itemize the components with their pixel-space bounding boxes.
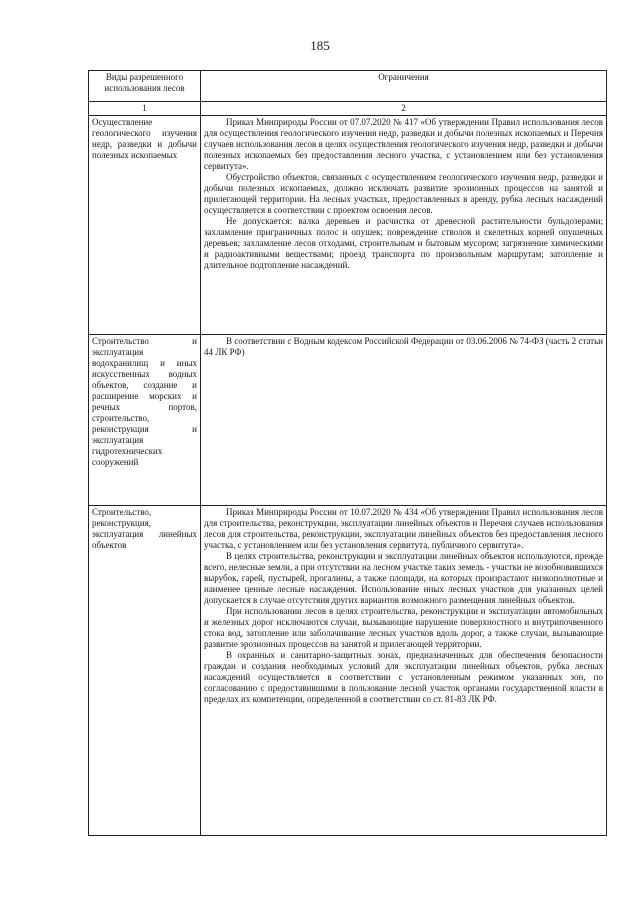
restriction-paragraph: В целях строительства, реконструкции и эксплуатации линейных объектов используются, прежде всего, нелесные земли, а при отсутствии на лесном участке таких земель - участки не возобновившихся вырубок, гарей, пустырей, прогалины, а также площади, на которых произрастают низкополнотные и наименее ценные лесные насаждения. Использование иных лесных участков для указанных целей допускается в случае отсутствия других вариантов возможного размещения линейных объектов.: [204, 551, 603, 605]
restriction-paragraph: Обустройство объектов, связанных с осуществлением геологического изучения недр, разведки и добычи полезных ископаемых, должно исключать развитие эрозионных процессов на занятой и прилегающей территории. На лесных участках, предоставленных в аренду, рубка лесных насаждений осуществляется в соответствии с проектом освоения лесов.: [204, 172, 603, 215]
restriction-paragraph: В охранных и санитарно-защитных зонах, предназначенных для обеспечения безопасности граждан и создания необходимых условий для эксплуатации линейных объектов, рубка лесных насаждений осуществляется в соответствии с установленным режимом указанных зон, по согласованию с предоставившими в пользование лесной участок органами государственной власти в пределах их компетенции, определенной в соответствии со ст. 81-83 ЛК РФ.: [204, 650, 603, 704]
forest-use-cell: [89, 506, 201, 836]
column-number-2: 2: [201, 102, 607, 116]
restriction-paragraph: Приказ Минприроды России от 07.07.2020 № 417 «Об утверждении Правил использования лесов для осуществления геологического изучения недр, разведки и добычи полезных ископаемых и Перечня случаев использования лесов в целях осуществления геологического изучения недр, разведки и добычи полезных ископаемых без предоставления лесного участка, с установлением или без установления сервитута».: [204, 117, 603, 171]
table-row: [89, 335, 607, 506]
restriction-paragraph: При использовании лесов в целях строительства, реконструкции и эксплуатации автомобильных и железных дорог исключаются случаи, вызывающие нарушение поверхностного и внутрипочвенного стока вод, затопление или заболачивание лесных участков вдоль дорог, а также случаи, вызывающие развитие эрозионных процессов на занятой и прилегающей территории.: [204, 606, 603, 649]
column-number-row: [89, 102, 607, 116]
forest-use-text: Строительство и эксплуатация водохранилищ и иных искусственных водных объектов, создание и расширение морских и речных портов, строительство, реконструкция и эксплуатация гидротехнических сооружений: [92, 336, 197, 467]
page-number: 185: [310, 38, 330, 53]
header-forest-use-types: Виды разрешенного использования лесов: [89, 71, 201, 102]
forest-use-cell: [89, 116, 201, 335]
forest-use-text: Осуществление геологического изучения недр, разведки и добычи полезных ископаемых: [92, 117, 197, 160]
restriction-paragraph: Не допускается: валка деревьев и расчистка от древесной растительности бульдозерами; захламление приграничных полос и опушек; повреждение стволов и скелетных корней опушечных деревьев; захламление лесов отходами, строительным и бытовым мусором; загрязнение химическими и радиоактивными веществами; проезд транспорта по произвольным маршрутам; затопление и длительное подтопление насаждений.: [204, 216, 603, 270]
restriction-cell: [201, 116, 607, 335]
table-row: [89, 116, 607, 335]
restriction-paragraph: Приказ Минприроды России от 10.07.2020 № 434 «Об утверждении Правил использования лесов для строительства, реконструкции, эксплуатации линейных объектов и Перечня случаев использования лесов для строительства, реконструкции, эксплуатации линейных объектов без предоставления лесного участка, с установлением или без установления сервитута, публичного сервитута».: [204, 507, 603, 550]
restriction-cell: [201, 335, 607, 506]
forest-use-text: Строительство, реконструкция, эксплуатация линейных объектов: [92, 507, 197, 550]
table-header-row: [89, 71, 607, 102]
table-row: [89, 506, 607, 836]
restriction-paragraph: В соответствии с Водным кодексом Российской Федерации от 03.06.2006 № 74-ФЗ (часть 2 статьи 44 ЛК РФ): [204, 336, 603, 357]
header-restrictions: Ограничения: [201, 71, 607, 102]
restriction-cell: [201, 506, 607, 836]
column-number-1: 1: [89, 102, 201, 116]
restrictions-table: [88, 70, 607, 836]
forest-use-cell: [89, 335, 201, 506]
